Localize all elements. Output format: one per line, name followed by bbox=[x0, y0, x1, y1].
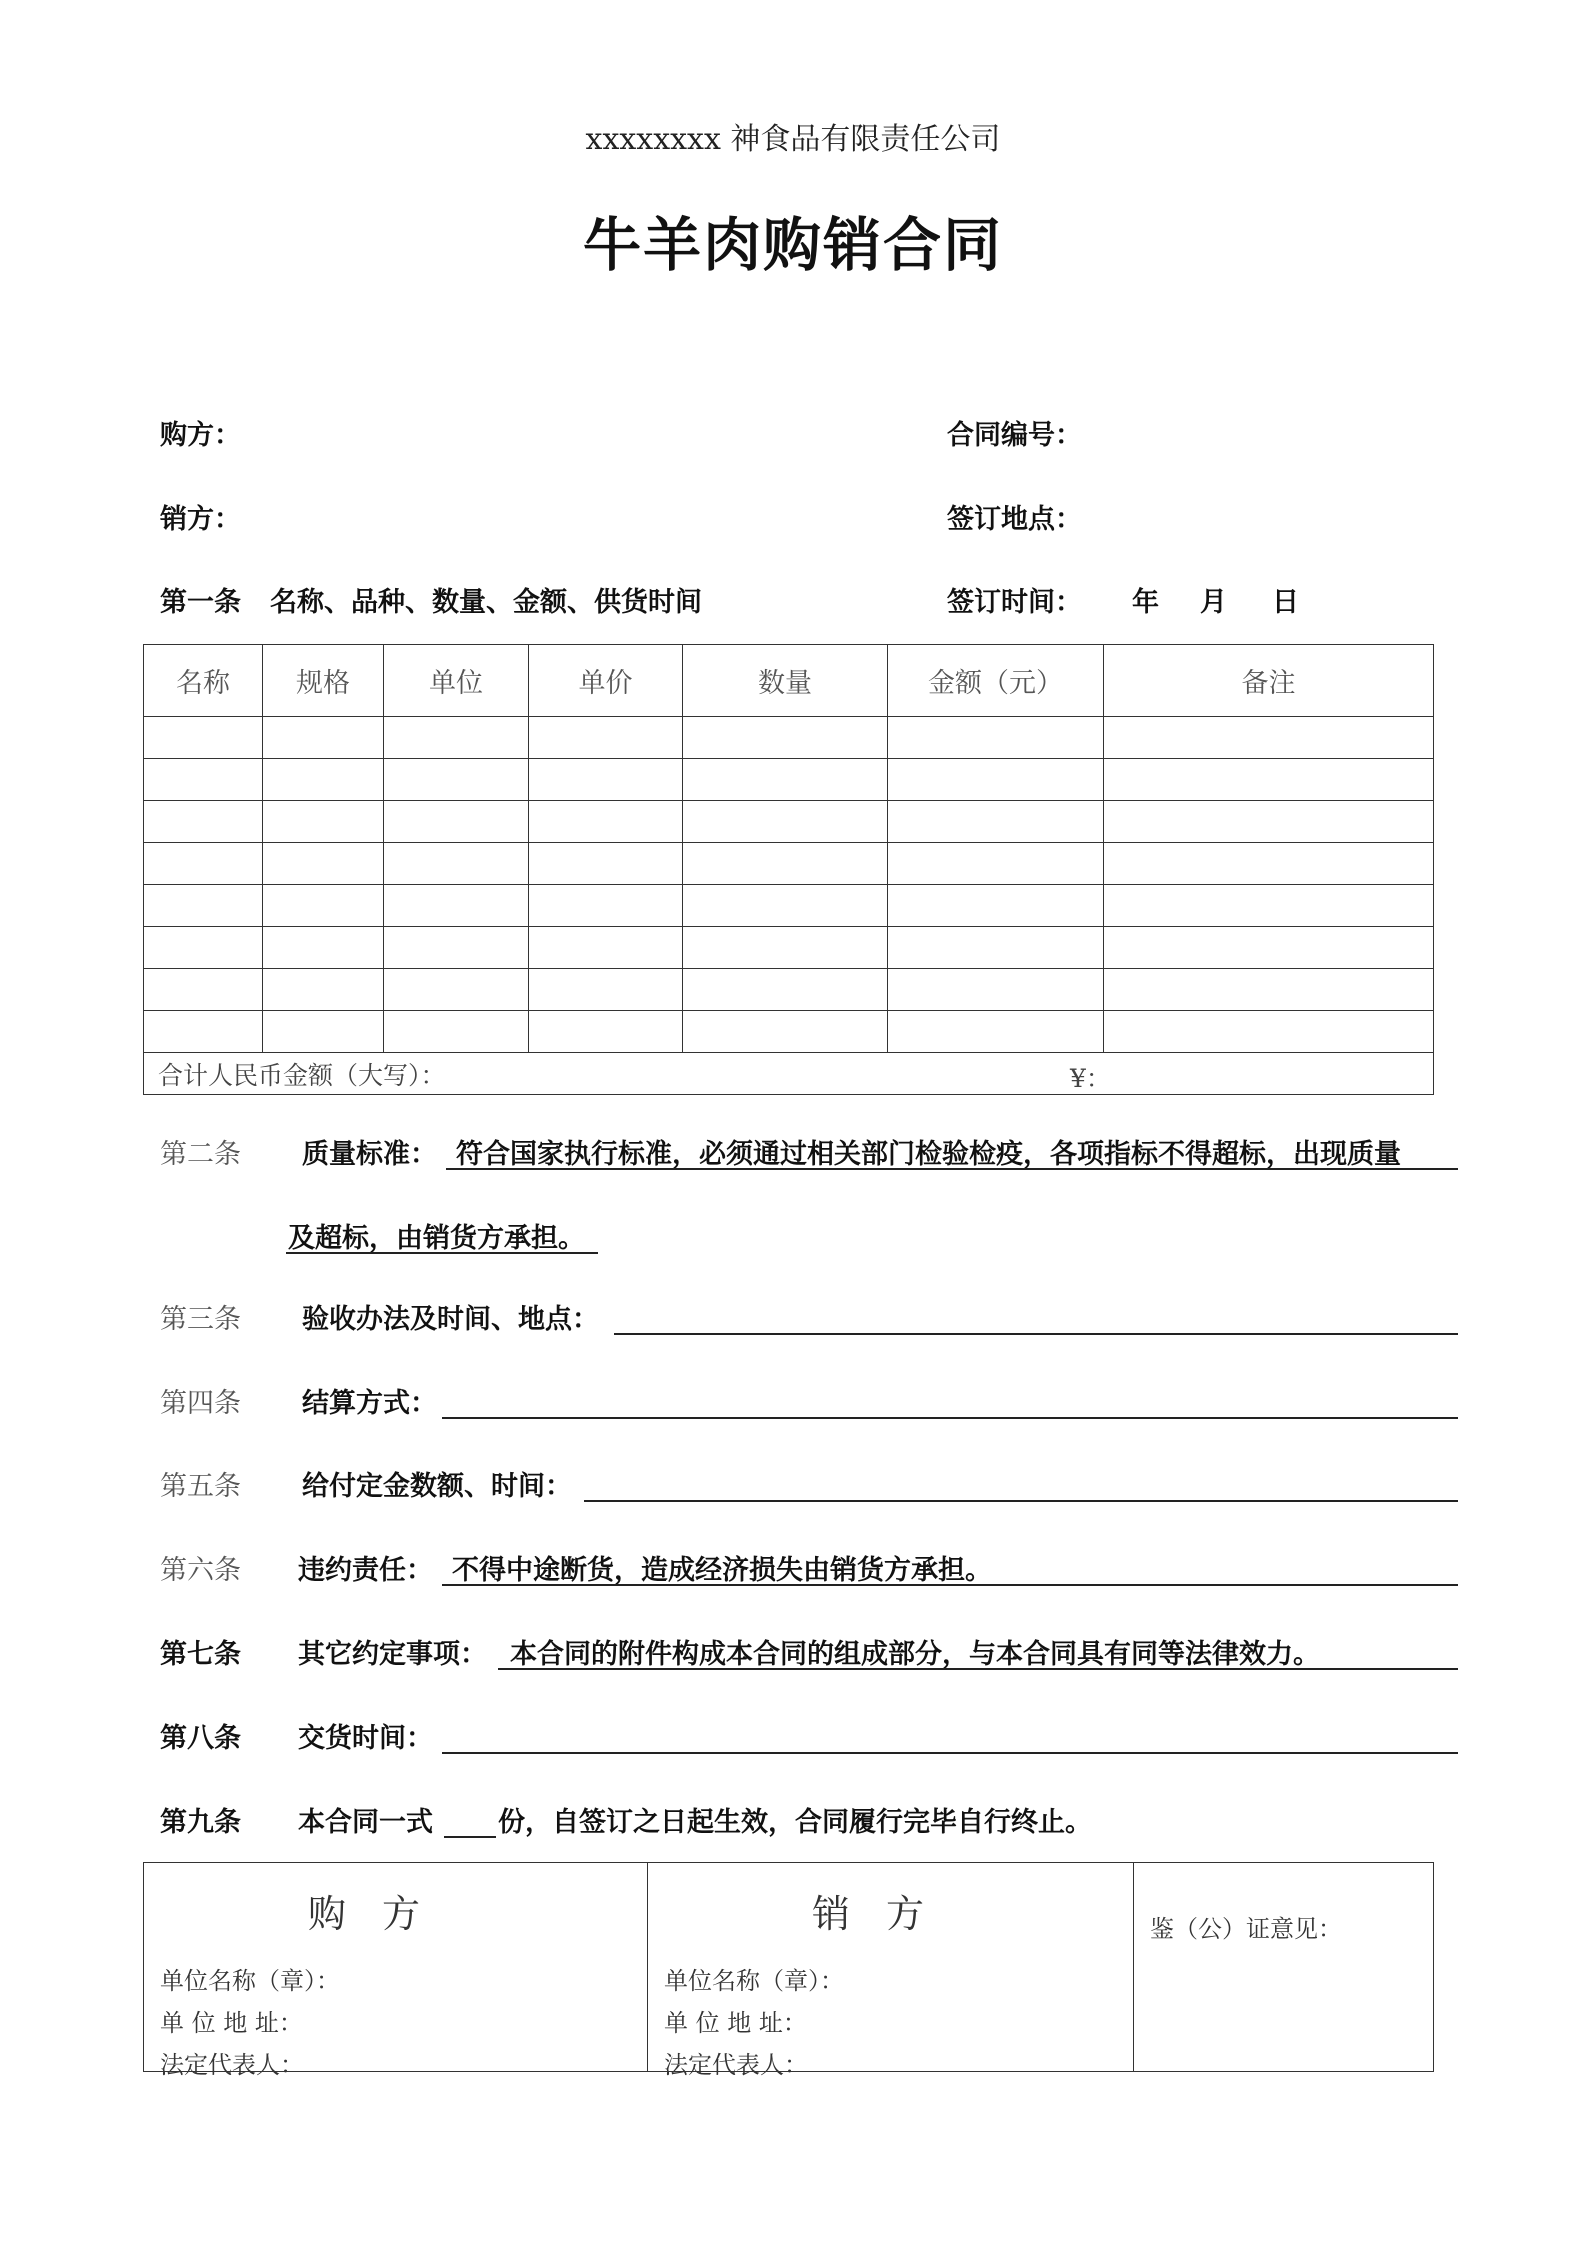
table-cell[interactable] bbox=[529, 885, 683, 927]
table-cell[interactable] bbox=[1104, 885, 1434, 927]
total-cell[interactable] bbox=[144, 1053, 1434, 1095]
table-cell[interactable] bbox=[384, 885, 529, 927]
table-cell[interactable] bbox=[384, 843, 529, 885]
clause-3-input-line[interactable] bbox=[614, 1333, 1458, 1335]
sign-day: 日 bbox=[1272, 587, 1299, 618]
table-cell[interactable] bbox=[1104, 801, 1434, 843]
table-cell[interactable] bbox=[1104, 969, 1434, 1011]
table-cell[interactable] bbox=[888, 759, 1104, 801]
table-cell[interactable] bbox=[1104, 1011, 1434, 1053]
table-cell[interactable] bbox=[263, 885, 384, 927]
table-cell[interactable] bbox=[683, 759, 888, 801]
buyer-heading: 购方 bbox=[308, 1892, 457, 1936]
table-cell[interactable] bbox=[529, 717, 683, 759]
signature-table bbox=[143, 1862, 1434, 2079]
sign-month: 月 bbox=[1200, 587, 1227, 618]
clause-7-underline bbox=[498, 1668, 1458, 1670]
notary-block[interactable] bbox=[1134, 1863, 1434, 2072]
clause-5-number: 第五条 bbox=[160, 1471, 241, 1502]
seller-representative-label: 法定代表人： bbox=[664, 2051, 808, 2079]
copies-input-line[interactable] bbox=[444, 1836, 496, 1838]
seller-label: 销方： bbox=[160, 504, 241, 535]
buyer-address-label: 单 位 地 址： bbox=[160, 2009, 303, 2037]
total-label: 合计人民币金额（大写）： bbox=[158, 1060, 446, 1090]
article1-number: 第一条 bbox=[160, 587, 241, 618]
table-cell[interactable] bbox=[144, 927, 263, 969]
column-header-remarks: 备注 bbox=[1104, 645, 1434, 717]
clause-7-number: 第七条 bbox=[160, 1639, 241, 1670]
table-cell[interactable] bbox=[384, 717, 529, 759]
table-cell[interactable] bbox=[529, 969, 683, 1011]
goods-table bbox=[143, 644, 1434, 1095]
column-header-unit-price: 单价 bbox=[529, 645, 683, 717]
table-cell[interactable] bbox=[144, 843, 263, 885]
sign-year: 年 bbox=[1132, 587, 1159, 618]
table-cell[interactable] bbox=[263, 1011, 384, 1053]
table-cell[interactable] bbox=[683, 843, 888, 885]
clause-9-label: 本合同一式 bbox=[298, 1807, 433, 1838]
clause-8-number: 第八条 bbox=[160, 1723, 241, 1754]
table-cell[interactable] bbox=[263, 843, 384, 885]
table-cell[interactable] bbox=[529, 927, 683, 969]
table-cell[interactable] bbox=[144, 759, 263, 801]
table-row bbox=[144, 885, 1434, 927]
table-cell[interactable] bbox=[384, 1011, 529, 1053]
table-cell[interactable] bbox=[888, 717, 1104, 759]
table-cell[interactable] bbox=[1104, 927, 1434, 969]
clause-8-input-line[interactable] bbox=[442, 1752, 1458, 1754]
clause-7-label: 其它约定事项： bbox=[298, 1639, 487, 1670]
total-row bbox=[144, 1053, 1434, 1095]
table-cell[interactable] bbox=[263, 801, 384, 843]
table-cell[interactable] bbox=[263, 717, 384, 759]
table-row bbox=[144, 801, 1434, 843]
sign-place-label: 签订地点： bbox=[947, 504, 1082, 535]
clause-4-number: 第四条 bbox=[160, 1388, 241, 1419]
table-cell[interactable] bbox=[263, 969, 384, 1011]
clause-2-underline-cont bbox=[286, 1252, 598, 1254]
clause-6-label: 违约责任： bbox=[298, 1555, 433, 1586]
clause-2-underline bbox=[446, 1168, 1458, 1170]
table-cell[interactable] bbox=[888, 801, 1104, 843]
clause-9-number: 第九条 bbox=[160, 1807, 241, 1838]
clause-6-underline bbox=[442, 1584, 1458, 1586]
clause-2-text: 符合国家执行标准，必须通过相关部门检验检疫，各项指标不得超标，出现质量 bbox=[456, 1139, 1401, 1170]
table-row bbox=[144, 759, 1434, 801]
table-row bbox=[144, 969, 1434, 1011]
clause-2-number: 第二条 bbox=[160, 1139, 241, 1170]
clause-2-label: 质量标准： bbox=[302, 1139, 437, 1170]
buyer-label: 购方： bbox=[160, 420, 241, 451]
table-row bbox=[144, 843, 1434, 885]
table-cell[interactable] bbox=[529, 843, 683, 885]
seller-signature-block[interactable] bbox=[648, 1863, 1134, 2079]
table-cell[interactable] bbox=[683, 927, 888, 969]
buyer-company-name-label: 单位名称（章）： bbox=[160, 1967, 340, 1995]
table-cell[interactable] bbox=[683, 717, 888, 759]
table-cell[interactable] bbox=[683, 969, 888, 1011]
contract-title: 牛羊肉购销合同 bbox=[582, 211, 1003, 279]
table-row bbox=[144, 1011, 1434, 1053]
clause-3-number: 第三条 bbox=[160, 1304, 241, 1335]
table-cell[interactable] bbox=[384, 759, 529, 801]
contract-number-label: 合同编号： bbox=[947, 420, 1082, 451]
clause-8-label: 交货时间： bbox=[298, 1723, 433, 1754]
table-cell[interactable] bbox=[263, 759, 384, 801]
table-row bbox=[144, 927, 1434, 969]
column-header-unit: 单位 bbox=[384, 645, 529, 717]
table-cell[interactable] bbox=[529, 759, 683, 801]
table-cell[interactable] bbox=[683, 1011, 888, 1053]
table-cell[interactable] bbox=[683, 885, 888, 927]
clause-7-text: 本合同的附件构成本合同的组成部分，与本合同具有同等法律效力。 bbox=[510, 1639, 1320, 1670]
table-row bbox=[144, 717, 1434, 759]
goods-table-header bbox=[144, 645, 1434, 717]
clause-2-text-cont: 及超标，由销货方承担。 bbox=[288, 1223, 585, 1254]
seller-address-label: 单 位 地 址： bbox=[664, 2009, 807, 2037]
column-header-amount: 金额（元） bbox=[888, 645, 1104, 717]
clause-5-input-line[interactable] bbox=[584, 1500, 1458, 1502]
table-cell[interactable] bbox=[144, 969, 263, 1011]
table-cell[interactable] bbox=[1104, 759, 1434, 801]
table-cell[interactable] bbox=[529, 801, 683, 843]
table-cell[interactable] bbox=[384, 969, 529, 1011]
clause-5-label: 给付定金数额、时间： bbox=[302, 1471, 572, 1502]
table-cell[interactable] bbox=[1104, 843, 1434, 885]
seller-company-name-label: 单位名称（章）： bbox=[664, 1967, 844, 1995]
notary-opinion-label: 鉴（公）证意见： bbox=[1150, 1915, 1342, 1943]
table-cell[interactable] bbox=[888, 843, 1104, 885]
total-yen-label: ¥： bbox=[1070, 1064, 1111, 1093]
clause-6-text: 不得中途断货，造成经济损失由销货方承担。 bbox=[452, 1555, 992, 1586]
clause-4-label: 结算方式： bbox=[302, 1388, 437, 1419]
buyer-signature-block[interactable] bbox=[144, 1863, 648, 2079]
clause-9-text: 份，自签订之日起生效，合同履行完毕自行终止。 bbox=[498, 1807, 1092, 1838]
table-cell[interactable] bbox=[683, 801, 888, 843]
sign-time-label: 签订时间： bbox=[947, 587, 1082, 618]
table-cell[interactable] bbox=[384, 801, 529, 843]
clause-3-label: 验收办法及时间、地点： bbox=[302, 1304, 599, 1335]
table-cell[interactable] bbox=[1104, 717, 1434, 759]
buyer-representative-label: 法定代表人： bbox=[160, 2051, 304, 2079]
table-cell[interactable] bbox=[144, 717, 263, 759]
clause-6-number: 第六条 bbox=[160, 1555, 241, 1586]
column-header-spec: 规格 bbox=[263, 645, 384, 717]
article1-title: 名称、品种、数量、金额、供货时间 bbox=[270, 587, 702, 618]
seller-heading: 销方 bbox=[812, 1892, 961, 1936]
table-cell[interactable] bbox=[263, 927, 384, 969]
table-cell[interactable] bbox=[529, 1011, 683, 1053]
clause-4-input-line[interactable] bbox=[442, 1417, 1458, 1419]
column-header-quantity: 数量 bbox=[683, 645, 888, 717]
table-cell[interactable] bbox=[888, 927, 1104, 969]
table-cell[interactable] bbox=[384, 927, 529, 969]
table-cell[interactable] bbox=[144, 1011, 263, 1053]
table-cell[interactable] bbox=[888, 1011, 1104, 1053]
table-cell[interactable] bbox=[888, 885, 1104, 927]
table-cell[interactable] bbox=[888, 969, 1104, 1011]
table-cell[interactable] bbox=[144, 885, 263, 927]
table-cell[interactable] bbox=[144, 801, 263, 843]
column-header-name: 名称 bbox=[144, 645, 263, 717]
company-name: xxxxxxxx 神食品有限责任公司 bbox=[585, 122, 1001, 157]
